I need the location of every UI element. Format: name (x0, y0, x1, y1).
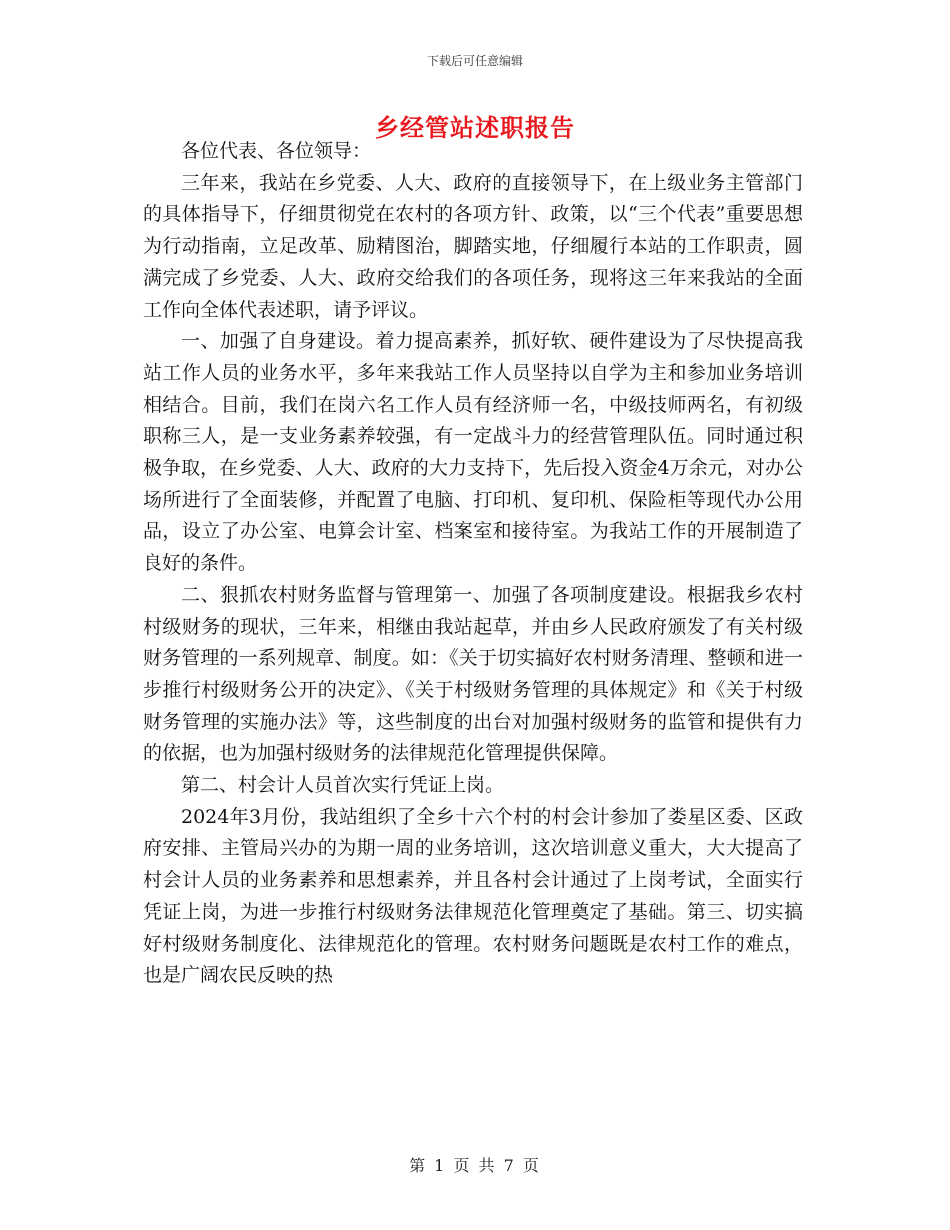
header-note: 下载后可任意编辑 (426, 54, 523, 68)
body-paragraph: 三年来，我站在乡党委、人大、政府的直接领导下，在上级业务主管部门的具体指导下，仔细贯彻党在农村的各项方针、政策，以“三个代表”重要思想为行动指南，立足改革、励精图治，脚踏实地，仔细履行本站的工作职责，圆满完成了乡党委、人大、政府交给我们的各项任务，现将这三年来我站的全面工作向全体代表述职，请予评议。 (143, 171, 803, 321)
body-paragraph: 第二、村会计人员首次实行凭证上岗。 (181, 774, 505, 797)
page-number-footer: 第 1 页 共 7 页 (409, 1156, 541, 1175)
body-paragraph: 一、加强了自身建设。着力提高素养，抓好软、硬件建设为了尽快提高我站工作人员的业务水平，多年来我站工作人员坚持以自学为主和参加业务培训相结合。目前，我们在岗六名工作人员有经济师一名，中级技师两名，有初级职称三人，是一支业务素养较强，有一定战斗力的经营管理队伍。同时通过积极争取，在乡党委、人大、政府的大力支持下，先后投入资金4万余元，对办公场所进行了全面装修，并配置了电脑、打印机、复印机、保险柜等现代办公用品，设立了办公室、电算会计室、档案室和接待室。为我站工作的开展制造了良好的条件。 (143, 330, 803, 575)
body-paragraph: 2024年3月份，我站组织了全乡十六个村的村会计参加了娄星区委、区政府安排、主管局兴办的为期一周的业务培训，这次培训意义重大，大大提高了村会计人员的业务素养和思想素养，并且各村会计通过了上岗考试，全面实行凭证上岗，为进一步推行村级财务法律规范化管理奠定了基础。第三、切实搞好村级财务制度化、法律规范化的管理。农村财务问题既是农村工作的难点，也是广阔农民反映的热 (143, 805, 803, 987)
document-body (143, 136, 803, 992)
salutation-paragraph: 各位代表、各位领导： (181, 140, 372, 162)
document-title: 乡经管站述职报告 (375, 113, 575, 142)
body-paragraph: 二、狠抓农村财务监督与管理第一、加强了各项制度建设。根据我乡农村村级财务的现状，三年来，相继由我站起草，并由乡人民政府颁发了有关村级财务管理的一系列规章、制度。如：《关于切实搞好农村财务清理、整顿和进一步推行村级财务公开的决定》、《关于村级财务管理的具体规定》和《关于村级财务管理的实施办法》等，这些制度的出台对加强村级财务的监管和提供有力的依据，也为加强村级财务的法律规范化管理提供保障。 (143, 583, 803, 765)
